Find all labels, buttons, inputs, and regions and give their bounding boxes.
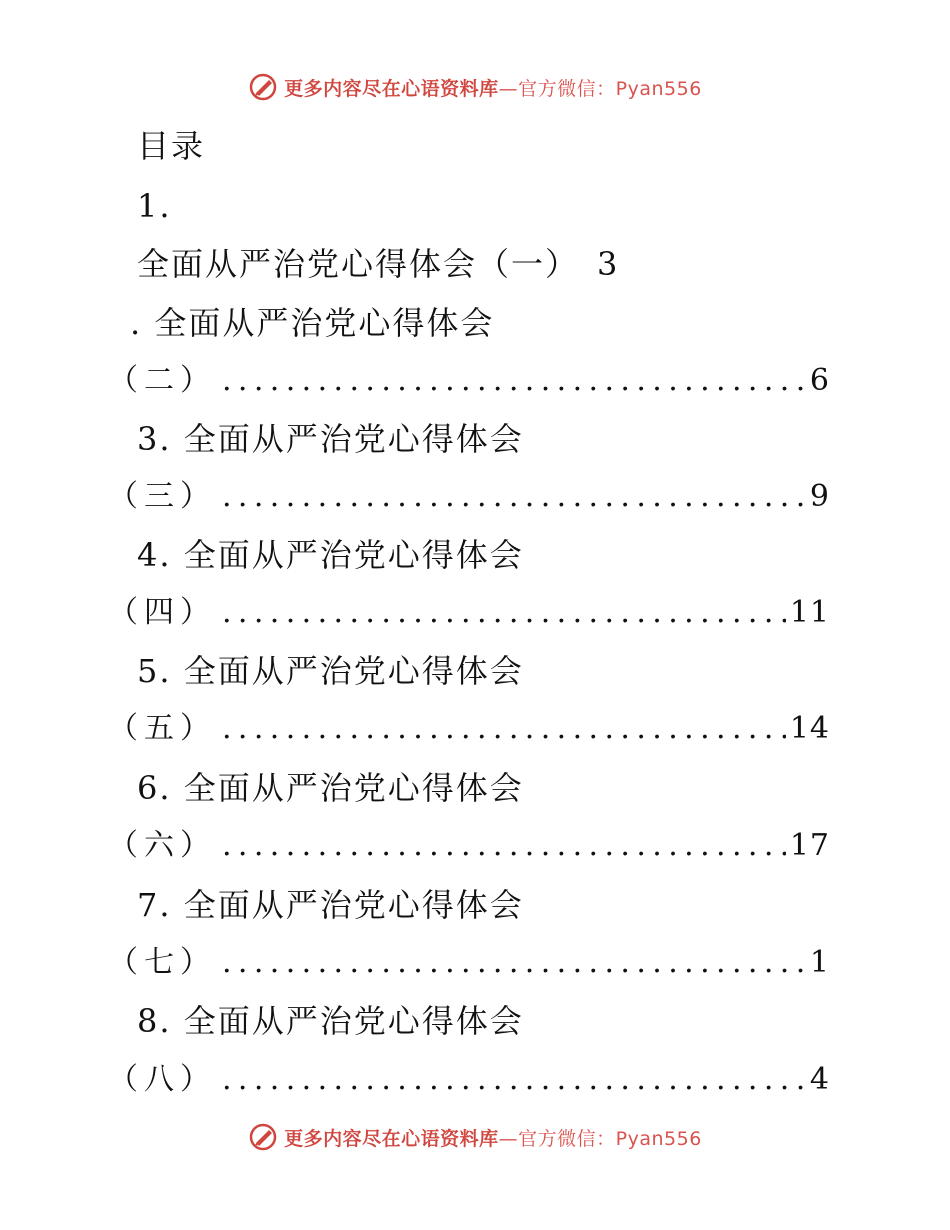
toc-entry-page: 4 bbox=[809, 1062, 830, 1097]
toc-dot-leader bbox=[222, 1060, 806, 1100]
toc-dot-leader bbox=[222, 593, 786, 633]
toc-entry-page: 3 bbox=[597, 245, 620, 283]
toc-entry-paren: （三） bbox=[108, 479, 216, 514]
toc-entry-paren: （六） bbox=[108, 828, 216, 863]
toc-entry-page: 11 bbox=[789, 595, 830, 630]
toc-entry-leader[interactable] bbox=[108, 826, 830, 866]
toc-title: 目录 bbox=[137, 127, 206, 165]
toc-first-entry[interactable] bbox=[137, 244, 619, 284]
toc-dot-leader bbox=[222, 943, 806, 983]
toc-entry-leader[interactable] bbox=[108, 477, 830, 517]
toc-dot-leader bbox=[222, 477, 806, 517]
toc-entry-title: 全面从严治党心得体会（一） bbox=[137, 245, 580, 283]
toc-entry-page: 6 bbox=[809, 363, 830, 398]
toc-dot-leader bbox=[222, 709, 786, 749]
toc-entry-title[interactable]: 8. 全面从严治党心得体会 bbox=[137, 1002, 524, 1040]
watermark-separator: — bbox=[498, 1127, 519, 1150]
watermark-main: 更多内容尽在心语资料库 bbox=[284, 77, 499, 100]
toc-entry-leader[interactable] bbox=[108, 361, 830, 401]
watermark-wechat: 官方微信：Pyan556 bbox=[518, 1127, 702, 1150]
watermark-separator: — bbox=[498, 77, 519, 100]
watermark-wechat: 官方微信：Pyan556 bbox=[518, 77, 702, 100]
toc-entry-title[interactable]: 3. 全面从严治党心得体会 bbox=[137, 420, 524, 458]
toc-entry-paren: （四） bbox=[108, 595, 216, 630]
toc-entry-leader[interactable] bbox=[108, 709, 830, 749]
toc-entry-paren: （二） bbox=[108, 363, 216, 398]
header-watermark bbox=[0, 72, 950, 102]
toc-entry-paren: （八） bbox=[108, 1062, 216, 1097]
toc-entry-page: 17 bbox=[789, 828, 830, 863]
brand-logo-icon bbox=[248, 72, 278, 102]
toc-entry-title[interactable]: . 全面从严治党心得体会 bbox=[130, 304, 495, 342]
footer-watermark bbox=[0, 1122, 950, 1152]
toc-entry-page: 9 bbox=[809, 479, 830, 514]
toc-entry-title[interactable]: 6. 全面从严治党心得体会 bbox=[137, 769, 524, 807]
watermark-main: 更多内容尽在心语资料库 bbox=[284, 1127, 499, 1150]
toc-entry-paren: （五） bbox=[108, 711, 216, 746]
watermark-text bbox=[284, 1124, 702, 1151]
toc-dot-leader bbox=[222, 361, 806, 401]
toc-entry-title[interactable]: 4. 全面从严治党心得体会 bbox=[137, 536, 524, 574]
toc-entry-title[interactable]: 5. 全面从严治党心得体会 bbox=[137, 652, 524, 690]
toc-dot-leader bbox=[222, 826, 786, 866]
toc-first-number: 1. bbox=[137, 187, 172, 225]
brand-logo-icon bbox=[248, 1122, 278, 1152]
toc-entry-paren: （七） bbox=[108, 945, 216, 980]
toc-entry-leader[interactable] bbox=[108, 593, 830, 633]
toc-entry-page: 1 bbox=[809, 945, 830, 980]
toc-entry-leader[interactable] bbox=[108, 1060, 830, 1100]
toc-entry-page: 14 bbox=[789, 711, 830, 746]
toc-entry-title[interactable]: 7. 全面从严治党心得体会 bbox=[137, 886, 524, 924]
watermark-text bbox=[284, 74, 702, 101]
toc-entry-leader[interactable] bbox=[108, 943, 830, 983]
